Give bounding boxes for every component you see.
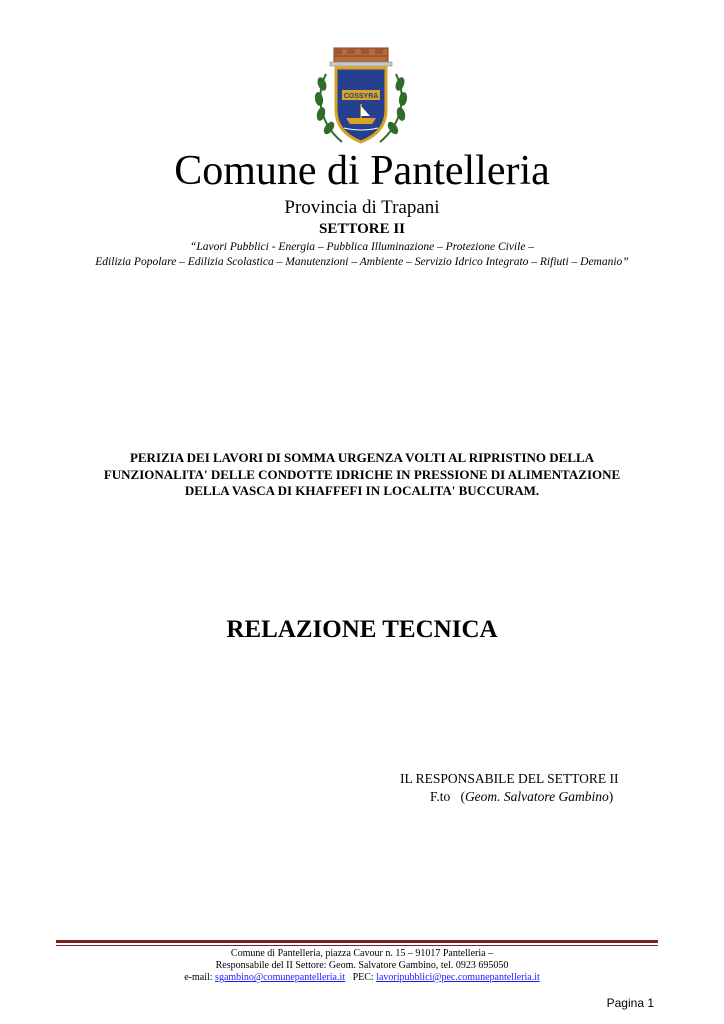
fto-prefix: F.to: [430, 789, 451, 804]
sector-description-line2: Edilizia Popolare – Edilizia Scolastica – Manutenzioni – Ambiente – Servizio Idrico Integrato – Rifiuti – Demanio”: [95, 256, 629, 268]
open-paren: (: [460, 789, 465, 804]
sector-label: SETTORE II: [318, 221, 405, 237]
signatory-name: Geom. Salvatore Gambino: [464, 789, 609, 804]
footer-responsible: Responsabile del II Settore: Geom. Salvatore Gambino, tel. 0923 695050: [215, 960, 509, 971]
perizia-line3: DELLA VASCA DI KHAFFEFI IN LOCALITA' BUCCURAM.: [184, 483, 540, 498]
perizia-line2: FUNZIONALITA' DELLE CONDOTTE IDRICHE IN PRESSIONE DI ALIMENTAZIONE: [103, 466, 621, 482]
footer-address: Comune di Pantelleria, piazza Cavour n. 15 – 91017 Pantelleria –: [230, 948, 494, 959]
crest-banner-text: COSSYRA: [343, 93, 379, 100]
email-link[interactable]: sgambino@comunepantelleria.it: [215, 972, 346, 983]
page-title: Comune di Pantelleria: [174, 148, 550, 194]
signatory-line: [430, 788, 613, 806]
close-paren: ): [608, 789, 614, 804]
province-subtitle: Provincia di Trapani: [284, 197, 440, 218]
page-number: Pagina 1: [606, 996, 654, 1010]
shield-icon: [336, 68, 386, 142]
municipal-crest-icon: [312, 44, 410, 150]
document-title: RELAZIONE TECNICA: [226, 616, 498, 643]
perizia-heading: [40, 450, 684, 500]
footer-contacts: [0, 972, 724, 984]
footer-divider-thin: [56, 945, 658, 946]
footer-divider-thick: [56, 940, 658, 943]
signatory-role: IL RESPONSABILE DEL SETTORE II: [400, 771, 619, 786]
pec-label: PEC:: [352, 972, 374, 983]
sector-description-line1: “Lavori Pubblici - Energia – Pubblica Illuminazione – Protezione Civile –: [189, 241, 535, 253]
email-label: e-mail:: [184, 972, 213, 983]
pec-link[interactable]: lavoripubblici@pec.comunepantelleria.it: [376, 972, 540, 983]
crown-icon: [330, 48, 392, 66]
perizia-line1: PERIZIA DEI LAVORI DI SOMMA URGENZA VOLTI AL RIPRISTINO DELLA: [129, 450, 595, 465]
